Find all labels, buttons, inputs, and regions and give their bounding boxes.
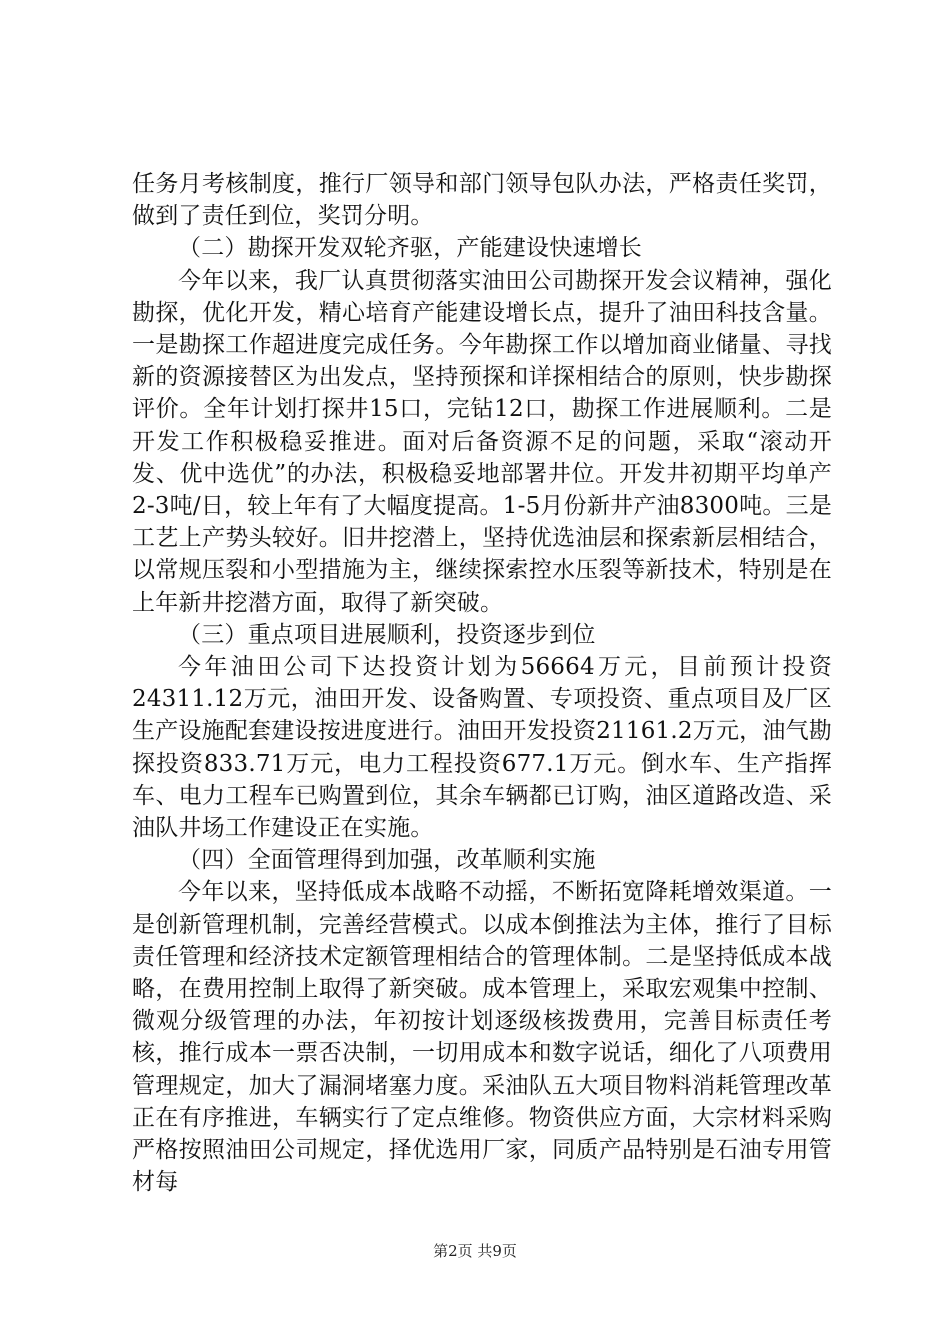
paragraph-investment: 今年油田公司下达投资计划为56664万元，目前预计投资24311.12万元，油田开发、设备购置、专项投资、重点项目及厂区生产设施配套建设按进度进行。油田开发投资21161.2万元，油气勘探投资833.71万元，电力工程投资677.1万元。倒水车、生产指挥车、电力工程车已购置到位，其余车辆都已订购，油区道路改造、采油队井场工作建设正在实施。 — [132, 654, 832, 842]
page-number-label: 第2页 共9页 — [433, 1242, 517, 1260]
paragraph-continuation: 任务月考核制度，推行厂领导和部门领导包队办法，严格责任奖罚，做到了责任到位，奖罚分明。 — [132, 171, 832, 230]
section-heading-4: （四）全面管理得到加强，改革顺利实施 — [178, 847, 596, 874]
paragraph-exploration: 今年以来，我厂认真贯彻落实油田公司勘探开发会议精神，强化勘探，优化开发，精心培育产能建设增长点，提升了油田科技含量。一是勘探工作超进度完成任务。今年勘探工作以增加商业储量、寻找新的资源接替区为出发点，坚持预探和详探相结合的原则，快步勘探评价。全年计划打探井15口，完钻12口，勘探工作进展顺利。二是开发工作积极稳妥推进。面对后备资源不足的问题，采取“滚动开发、优中选优”的办法，积极稳妥地部署井位。开发井初期平均单产2-3吨/日，较上年有了大幅度提高。1-5月份新井产油8300吨。三是工艺上产势头较好。旧井挖潜上，坚持优选油层和探索新层相结合，以常规压裂和小型措施为主，继续探索控水压裂等新技术，特别是在上年新井挖潜方面，取得了新突破。 — [132, 267, 832, 616]
section-heading-2: （二）勘探开发双轮齐驱，产能建设快速增长 — [178, 235, 642, 262]
paragraph-management: 今年以来，坚持低成本战略不动摇，不断拓宽降耗增效渠道。一是创新管理机制，完善经营模式。以成本倒推法为主体，推行了目标责任管理和经济技术定额管理相结合的管理体制。二是坚持低成本战略，在费用控制上取得了新突破。成本管理上，采取宏观集中控制、微观分级管理的办法，年初按计划逐级核拨费用，完善目标责任考核，推行成本一票否决制，一切用成本和数字说话，细化了八项费用管理规定，加大了漏洞堵塞力度。采油队五大项目物料消耗管理改革正在有序推进，车辆实行了定点维修。物资供应方面，大宗材料采购严格按照油田公司规定，择优选用厂家，同质产品特别是石油专用管材每 — [132, 879, 832, 1196]
document-body — [132, 168, 832, 1199]
page-footer — [0, 1241, 950, 1261]
section-heading-3: （三）重点项目进展顺利，投资逐步到位 — [178, 621, 596, 648]
